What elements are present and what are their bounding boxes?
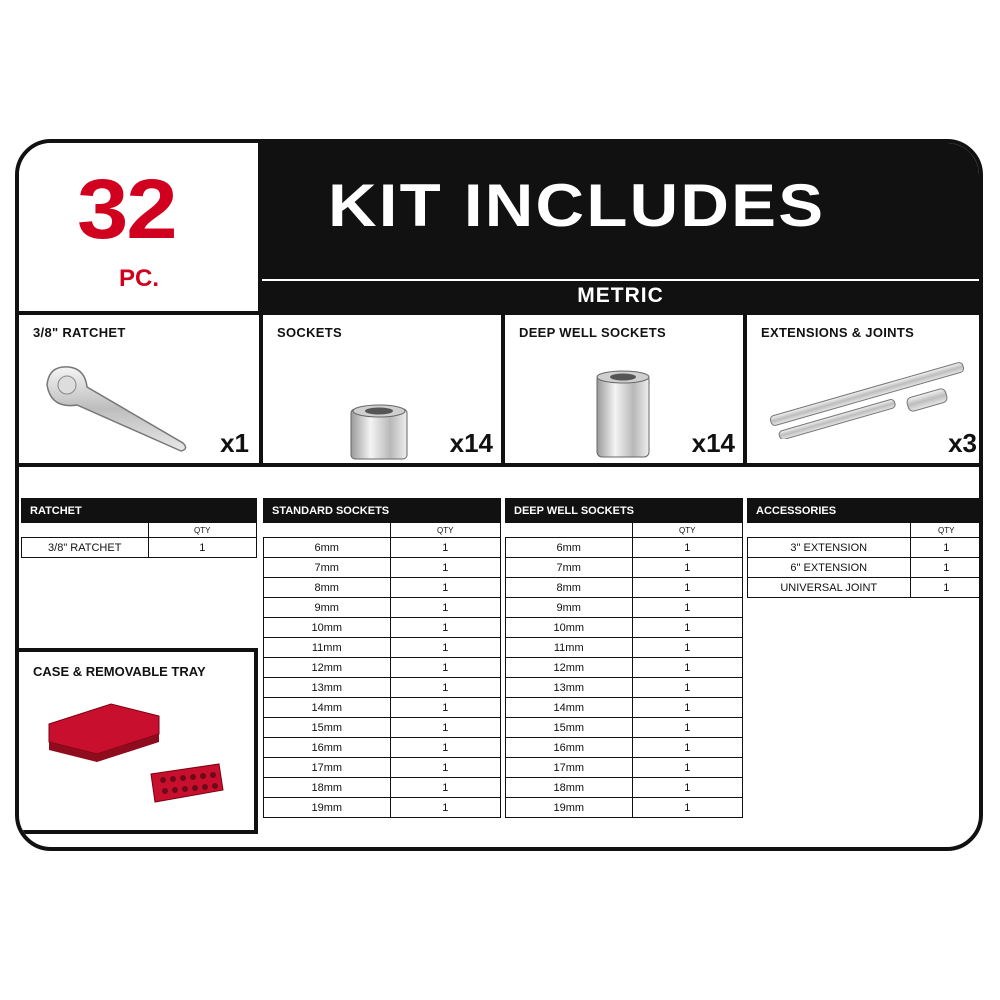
item-qty: 1: [632, 738, 743, 758]
table-row: [506, 798, 743, 818]
deep-well-sockets-table: [505, 498, 743, 818]
kit-card: [15, 139, 983, 851]
table-row: [506, 758, 743, 778]
item-name: 8mm: [506, 578, 633, 598]
item-name: 3/8" RATCHET: [22, 538, 149, 558]
table-row: [264, 718, 501, 738]
item-name: 15mm: [506, 718, 633, 738]
product-name: SOCKETS: [277, 325, 342, 340]
item-name: 13mm: [264, 678, 391, 698]
table-row: [264, 758, 501, 778]
table-row: [264, 638, 501, 658]
title-band: [258, 143, 979, 279]
item-name: 3" EXTENSION: [748, 538, 911, 558]
item-qty: 1: [390, 598, 501, 618]
table-row: [506, 738, 743, 758]
item-name: 8mm: [264, 578, 391, 598]
metric-label: METRIC: [262, 281, 979, 311]
item-qty: 1: [390, 678, 501, 698]
item-qty: 1: [390, 578, 501, 598]
table-row: [506, 658, 743, 678]
item-name: 14mm: [264, 698, 391, 718]
item-qty: 1: [390, 638, 501, 658]
item-name: 9mm: [264, 598, 391, 618]
table-row: [264, 778, 501, 798]
table-row: [506, 778, 743, 798]
table-row: [264, 658, 501, 678]
item-qty: 1: [910, 538, 983, 558]
item-name: 7mm: [506, 558, 633, 578]
product-deep-sockets: [505, 315, 745, 465]
item-qty: 1: [632, 698, 743, 718]
item-name: 10mm: [506, 618, 633, 638]
item-qty: 1: [390, 738, 501, 758]
piece-count-unit: PC.: [119, 265, 160, 292]
item-name: 6mm: [264, 538, 391, 558]
product-qty: x14: [449, 428, 493, 458]
item-name: 6mm: [506, 538, 633, 558]
item-name: 16mm: [506, 738, 633, 758]
item-name: 7mm: [264, 558, 391, 578]
table-row: [506, 538, 743, 558]
item-name: 18mm: [506, 778, 633, 798]
table-row: [506, 698, 743, 718]
deep-socket-icon: [591, 369, 655, 461]
qty-header: QTY: [632, 523, 743, 538]
item-qty: 1: [390, 538, 501, 558]
item-qty: 1: [632, 638, 743, 658]
extension-icon: [757, 349, 967, 439]
item-qty: 1: [910, 578, 983, 598]
table-row: [506, 618, 743, 638]
item-name: 17mm: [506, 758, 633, 778]
item-qty: 1: [390, 558, 501, 578]
item-name: 19mm: [264, 798, 391, 818]
item-qty: 1: [632, 758, 743, 778]
socket-icon: [347, 403, 411, 463]
item-name: 18mm: [264, 778, 391, 798]
table-row: [506, 558, 743, 578]
qty-header: QTY: [148, 523, 257, 538]
case-tray-icon: [41, 694, 231, 814]
table-row: [264, 678, 501, 698]
item-qty: 1: [390, 718, 501, 738]
item-qty: 1: [632, 658, 743, 678]
item-qty: 1: [390, 618, 501, 638]
item-name: 16mm: [264, 738, 391, 758]
table-row: [264, 598, 501, 618]
item-qty: 1: [390, 658, 501, 678]
item-name: 14mm: [506, 698, 633, 718]
item-name: 9mm: [506, 598, 633, 618]
product-name: EXTENSIONS & JOINTS: [761, 325, 915, 340]
table-row: [264, 578, 501, 598]
table-row: [506, 598, 743, 618]
item-name: 10mm: [264, 618, 391, 638]
item-name: 19mm: [506, 798, 633, 818]
table-row: [264, 538, 501, 558]
standard-sockets-table: [263, 498, 501, 818]
item-name: 6" EXTENSION: [748, 558, 911, 578]
item-qty: 1: [390, 698, 501, 718]
table-title: STANDARD SOCKETS: [264, 499, 501, 523]
item-qty: 1: [632, 798, 743, 818]
piece-count-box: [19, 143, 258, 313]
item-qty: 1: [632, 598, 743, 618]
item-qty: 1: [390, 798, 501, 818]
item-name: 12mm: [506, 658, 633, 678]
page-title: KIT INCLUDES: [328, 172, 826, 239]
item-name: 11mm: [506, 638, 633, 658]
product-name: DEEP WELL SOCKETS: [519, 325, 666, 340]
table-title: ACCESSORIES: [748, 499, 983, 523]
table-row: [264, 698, 501, 718]
item-qty: 1: [632, 678, 743, 698]
piece-count: 32: [77, 162, 176, 256]
item-name: 11mm: [264, 638, 391, 658]
table-title: RATCHET: [22, 499, 257, 523]
item-name: 13mm: [506, 678, 633, 698]
product-qty: x1: [220, 428, 249, 458]
product-extensions: [747, 315, 983, 465]
table-row: [264, 738, 501, 758]
table-row: [264, 798, 501, 818]
ratchet-table: [21, 498, 257, 558]
item-name: UNIVERSAL JOINT: [748, 578, 911, 598]
item-qty: 1: [632, 778, 743, 798]
item-qty: 1: [390, 758, 501, 778]
item-qty: 1: [632, 718, 743, 738]
item-name: 12mm: [264, 658, 391, 678]
item-qty: 1: [390, 778, 501, 798]
ratchet-icon: [37, 355, 197, 455]
item-qty: 1: [632, 578, 743, 598]
product-qty: x3: [948, 428, 977, 458]
item-qty: 1: [632, 538, 743, 558]
qty-header: QTY: [910, 523, 983, 538]
table-row: [506, 718, 743, 738]
product-name: 3/8" RATCHET: [33, 325, 126, 340]
case-title: CASE & REMOVABLE TRAY: [33, 664, 206, 679]
products-rule: [19, 463, 979, 467]
table-row: [22, 538, 257, 558]
table-row: [506, 638, 743, 658]
table-row: [748, 538, 983, 558]
table-row: [264, 618, 501, 638]
item-qty: 1: [632, 558, 743, 578]
item-name: 15mm: [264, 718, 391, 738]
table-row: [748, 558, 983, 578]
table-row: [506, 578, 743, 598]
item-qty: 1: [148, 538, 257, 558]
item-qty: 1: [910, 558, 983, 578]
item-qty: 1: [632, 618, 743, 638]
table-row: [506, 678, 743, 698]
product-qty: x14: [691, 428, 735, 458]
product-ratchet: [19, 315, 259, 465]
product-sockets: [263, 315, 503, 465]
accessories-table: [747, 498, 983, 598]
case-panel: [19, 648, 258, 834]
table-row: [264, 558, 501, 578]
qty-header: QTY: [390, 523, 501, 538]
table-row: [748, 578, 983, 598]
item-name: 17mm: [264, 758, 391, 778]
table-title: DEEP WELL SOCKETS: [506, 499, 743, 523]
